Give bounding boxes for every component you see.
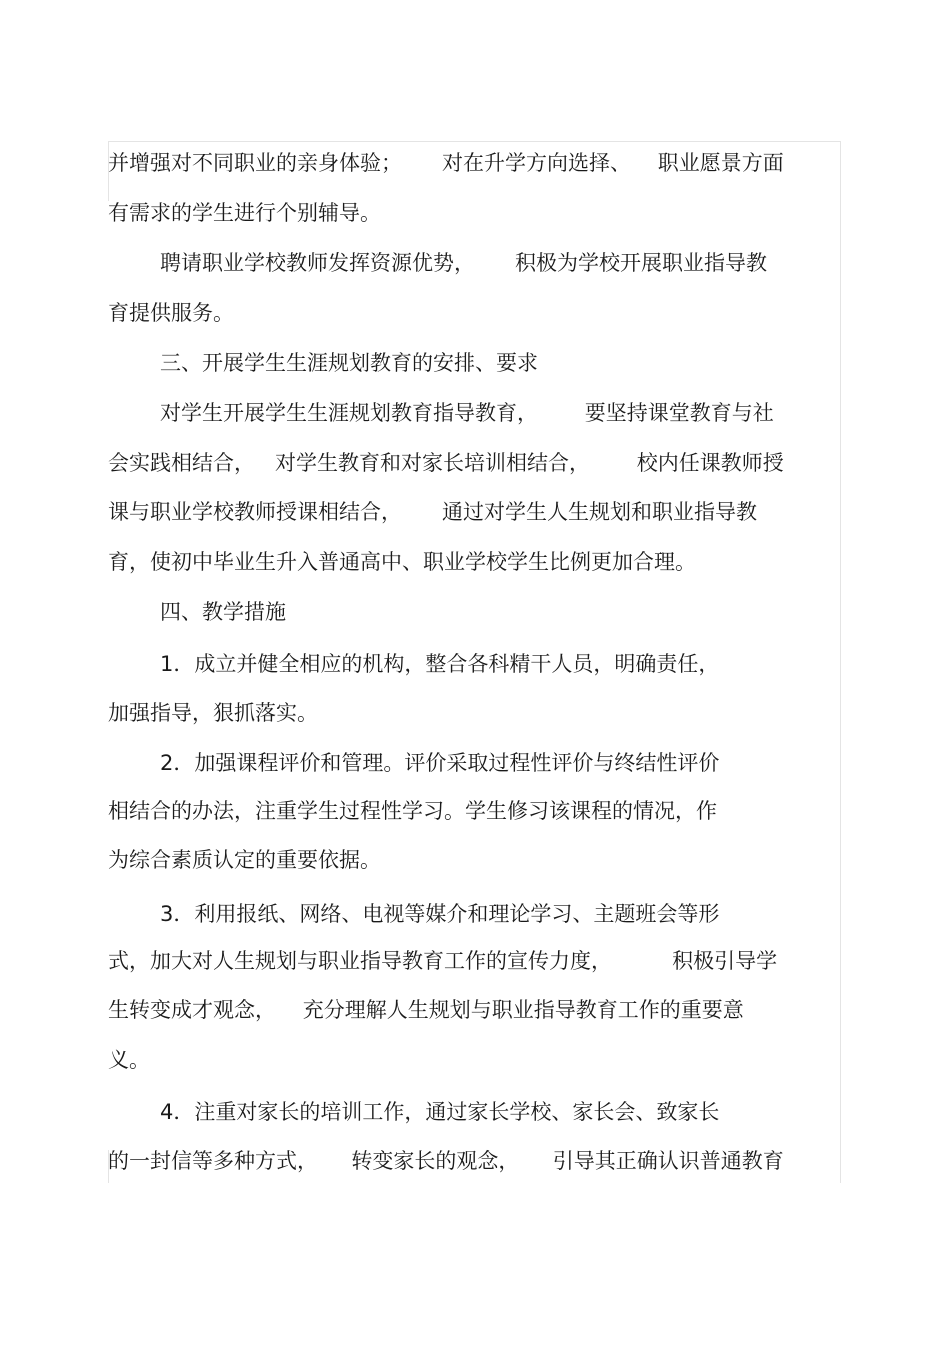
list-item-start-line: 4．注重对家长的培训工作，通过家长学校、家长会、致家长 [160,1100,720,1124]
text-line: 义。 [108,1048,150,1072]
text-line: 加强指导，狠抓落实。 [108,701,318,725]
list-item-start-line: 1．成立并健全相应的机构，整合各科精干人员，明确责任， [160,652,720,676]
section-heading: 三、开展学生生涯规划教育的安排、要求 [160,351,538,375]
text-line: 有需求的学生进行个别辅导。 [108,201,381,225]
list-item-start-line: 3．利用报纸、网络、电视等媒介和理论学习、主题班会等形 [160,902,720,926]
text-line: 为综合素质认定的重要依据。 [108,848,381,872]
text-line: 式，加大对人生规划与职业指导教育工作的宣传力度， 积极引导学 [108,949,778,973]
text-line: 会实践相结合， 对学生教育和对家长培训相结合， 校内任课教师授 [108,451,784,475]
text-line: 并增强对不同职业的亲身体验； 对在升学方向选择、 职业愿景方面 [108,151,784,175]
text-line: 的一封信等多种方式， 转变家长的观念， 引导其正确认识普通教育 [108,1149,784,1173]
paragraph-start-line: 对学生开展学生生涯规划教育指导教育， 要坚持课堂教育与社 [160,401,774,425]
paragraph-start-line: 聘请职业学校教师发挥资源优势， 积极为学校开展职业指导教 [160,251,768,275]
section-heading: 四、教学措施 [160,600,286,624]
text-line: 育，使初中毕业生升入普通高中、职业学校学生比例更加合理。 [108,550,696,574]
text-line: 育提供服务。 [108,301,234,325]
text-line: 课与职业学校教师授课相结合， 通过对学生人生规划和职业指导教 [108,500,758,524]
text-line: 相结合的办法，注重学生过程性学习。学生修习该课程的情况，作 [108,799,717,823]
list-item-start-line: 2．加强课程评价和管理。评价采取过程性评价与终结性评价 [160,751,720,775]
text-line: 生转变成才观念， 充分理解人生规划与职业指导教育工作的重要意 [108,998,744,1022]
